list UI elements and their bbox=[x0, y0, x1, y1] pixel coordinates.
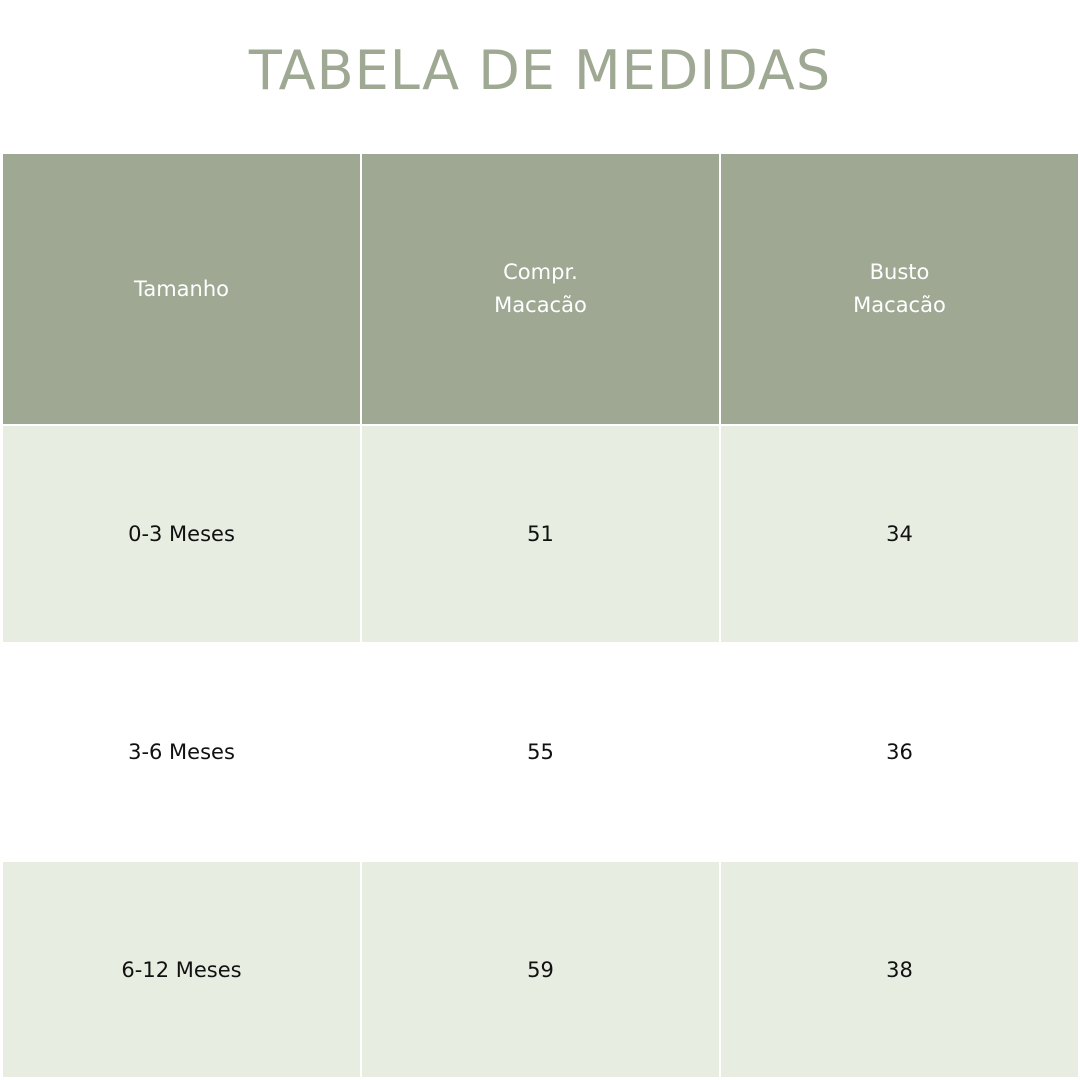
length-cell: 59 bbox=[362, 862, 719, 1077]
header-label-line-1: Compr. bbox=[503, 260, 578, 284]
table-header-row bbox=[3, 154, 1077, 424]
header-label-line-2: Macacão bbox=[853, 293, 946, 317]
header-label-line-2: Macacão bbox=[494, 293, 587, 317]
table-row bbox=[3, 644, 1077, 860]
header-label-line-1: Busto bbox=[869, 260, 930, 284]
header-cell-busto bbox=[721, 154, 1078, 424]
table-row bbox=[3, 862, 1077, 1077]
page-title: TABELA DE MEDIDAS bbox=[248, 39, 832, 102]
table-row bbox=[3, 426, 1077, 642]
length-cell: 51 bbox=[362, 426, 719, 642]
bust-cell: 38 bbox=[721, 862, 1078, 1077]
size-cell: 0-3 Meses bbox=[3, 426, 360, 642]
bust-cell: 34 bbox=[721, 426, 1078, 642]
size-cell: 6-12 Meses bbox=[3, 862, 360, 1077]
header-cell-tamanho bbox=[3, 154, 360, 424]
size-cell: 3-6 Meses bbox=[3, 644, 360, 860]
header-cell-comprimento bbox=[362, 154, 719, 424]
bust-cell: 36 bbox=[721, 644, 1078, 860]
size-table bbox=[3, 154, 1077, 1077]
length-cell: 55 bbox=[362, 644, 719, 860]
header-label: Tamanho bbox=[133, 276, 229, 301]
